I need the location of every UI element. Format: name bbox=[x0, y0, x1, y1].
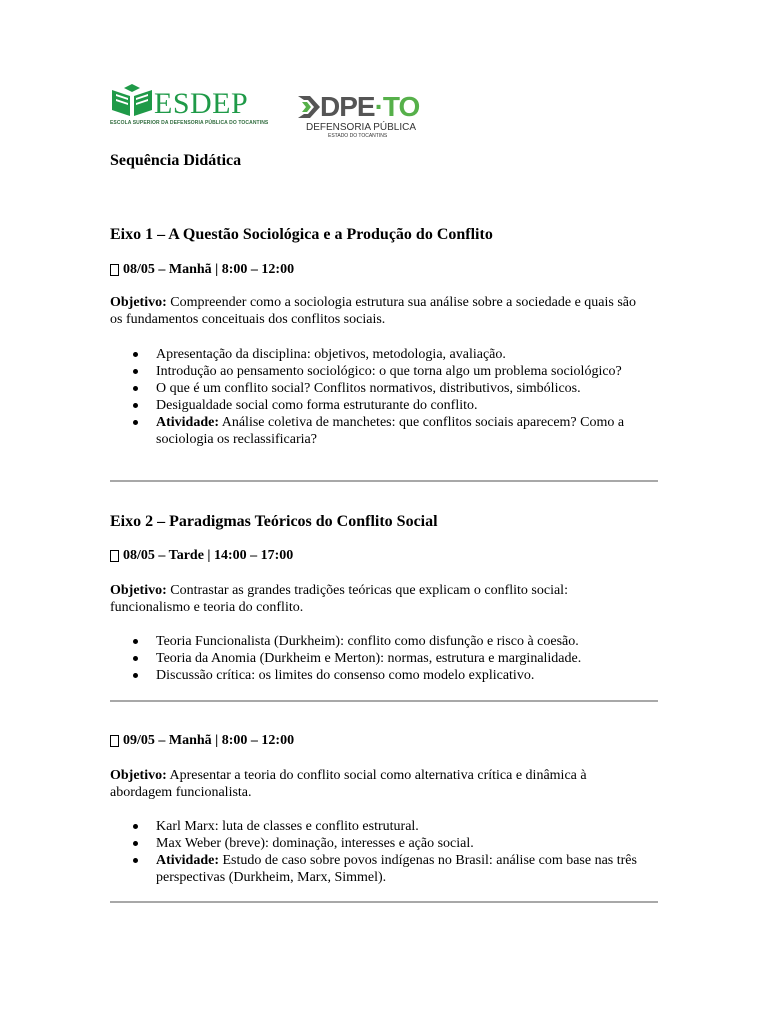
dpeto-name-right: ·TO bbox=[374, 91, 420, 122]
section-divider bbox=[110, 700, 658, 702]
section-divider bbox=[110, 480, 658, 482]
list-item-text: Estudo de caso sobre povos indígenas no Brasil: análise com base nas três perspectivas (Durkheim, Marx, Simmel). bbox=[156, 853, 637, 885]
esdep-subtitle: ESCOLA SUPERIOR DA DEFENSORIA PÚBLICA DO TOCANTINS bbox=[110, 120, 269, 126]
dpeto-line2: ESTADO DO TOCANTINS bbox=[328, 133, 388, 139]
axis3-objective bbox=[110, 767, 650, 801]
list-item-label: Atividade: bbox=[156, 853, 219, 868]
axis2-objective bbox=[110, 582, 650, 616]
list-item bbox=[110, 414, 658, 448]
open-book-icon bbox=[110, 84, 154, 118]
axis1-session bbox=[110, 262, 294, 278]
axis1-item-list bbox=[110, 346, 658, 448]
dpeto-name bbox=[320, 91, 419, 123]
axis2-objective-text: Contrastar as grandes tradições teóricas que explicam o conflito social: funcionalismo e teoria do conflito. bbox=[110, 583, 568, 615]
list-item bbox=[110, 650, 658, 667]
list-item-text: Discussão crítica: os limites do consenso como modelo explicativo. bbox=[156, 668, 535, 683]
header-logos bbox=[110, 84, 658, 144]
axis1-title: Eixo 1 – A Questão Sociológica e a Produção do Conflito bbox=[110, 226, 493, 243]
dpe-chevron-icon bbox=[298, 94, 322, 120]
axis3-objective-text: Apresentar a teoria do conflito social como alternativa crítica e dinâmica à abordagem funcionalista. bbox=[110, 768, 587, 800]
axis3-session bbox=[110, 733, 294, 749]
section-divider bbox=[110, 901, 658, 903]
axis3-session-text: 09/05 – Manhã | 8:00 – 12:00 bbox=[123, 733, 295, 748]
calendar-icon bbox=[110, 264, 119, 276]
axis2-objective-label: Objetivo: bbox=[110, 583, 167, 598]
axis1-objective bbox=[110, 294, 650, 328]
list-item-text: Teoria Funcionalista (Durkheim): conflito como disfunção e risco à coesão. bbox=[156, 634, 579, 649]
list-item bbox=[110, 835, 658, 852]
list-item-text: O que é um conflito social? Conflitos normativos, distributivos, simbólicos. bbox=[156, 381, 581, 396]
list-item-text: Karl Marx: luta de classes e conflito estrutural. bbox=[156, 819, 419, 834]
esdep-name: ESDEP bbox=[154, 87, 249, 120]
list-item bbox=[110, 397, 658, 414]
list-item bbox=[110, 363, 658, 380]
esdep-logo bbox=[110, 84, 270, 130]
calendar-icon bbox=[110, 735, 119, 747]
axis2-session-text: 08/05 – Tarde | 14:00 – 17:00 bbox=[123, 548, 294, 563]
dpeto-name-left: DPE bbox=[320, 91, 375, 122]
list-item-text: Desigualdade social como forma estruturante do conflito. bbox=[156, 398, 478, 413]
axis2-item-list bbox=[110, 633, 658, 684]
axis1-session-text: 08/05 – Manhã | 8:00 – 12:00 bbox=[123, 262, 295, 277]
list-item bbox=[110, 346, 658, 363]
list-item-text: Análise coletiva de manchetes: que conflitos sociais aparecem? Como a sociologia os reclassificaria? bbox=[156, 415, 625, 447]
list-item-text: Max Weber (breve): dominação, interesses e ação social. bbox=[156, 836, 474, 851]
axis1-objective-label: Objetivo: bbox=[110, 295, 167, 310]
list-item bbox=[110, 667, 658, 684]
list-item bbox=[110, 818, 658, 835]
document-title: Sequência Didática bbox=[110, 152, 242, 169]
dpeto-logo bbox=[298, 91, 438, 144]
axis2-title: Eixo 2 – Paradigmas Teóricos do Conflito Social bbox=[110, 513, 438, 530]
calendar-icon bbox=[110, 550, 119, 562]
list-item-text: Apresentação da disciplina: objetivos, metodologia, avaliação. bbox=[156, 347, 506, 362]
list-item-text: Teoria da Anomia (Durkheim e Merton): normas, estrutura e marginalidade. bbox=[156, 651, 582, 666]
list-item-label: Atividade: bbox=[156, 415, 219, 430]
axis2-session bbox=[110, 548, 293, 564]
axis1-objective-text: Compreender como a sociologia estrutura sua análise sobre a sociedade e quais são os fundamentos conceituais dos conflitos sociais. bbox=[110, 295, 636, 327]
list-item-text: Introdução ao pensamento sociológico: o que torna algo um problema sociológico? bbox=[156, 364, 622, 379]
dpeto-line1: DEFENSORIA PÚBLICA bbox=[306, 122, 417, 133]
list-item bbox=[110, 380, 658, 397]
list-item bbox=[110, 852, 658, 886]
axis3-objective-label: Objetivo: bbox=[110, 768, 167, 783]
axis3-item-list bbox=[110, 818, 658, 886]
list-item bbox=[110, 633, 658, 650]
